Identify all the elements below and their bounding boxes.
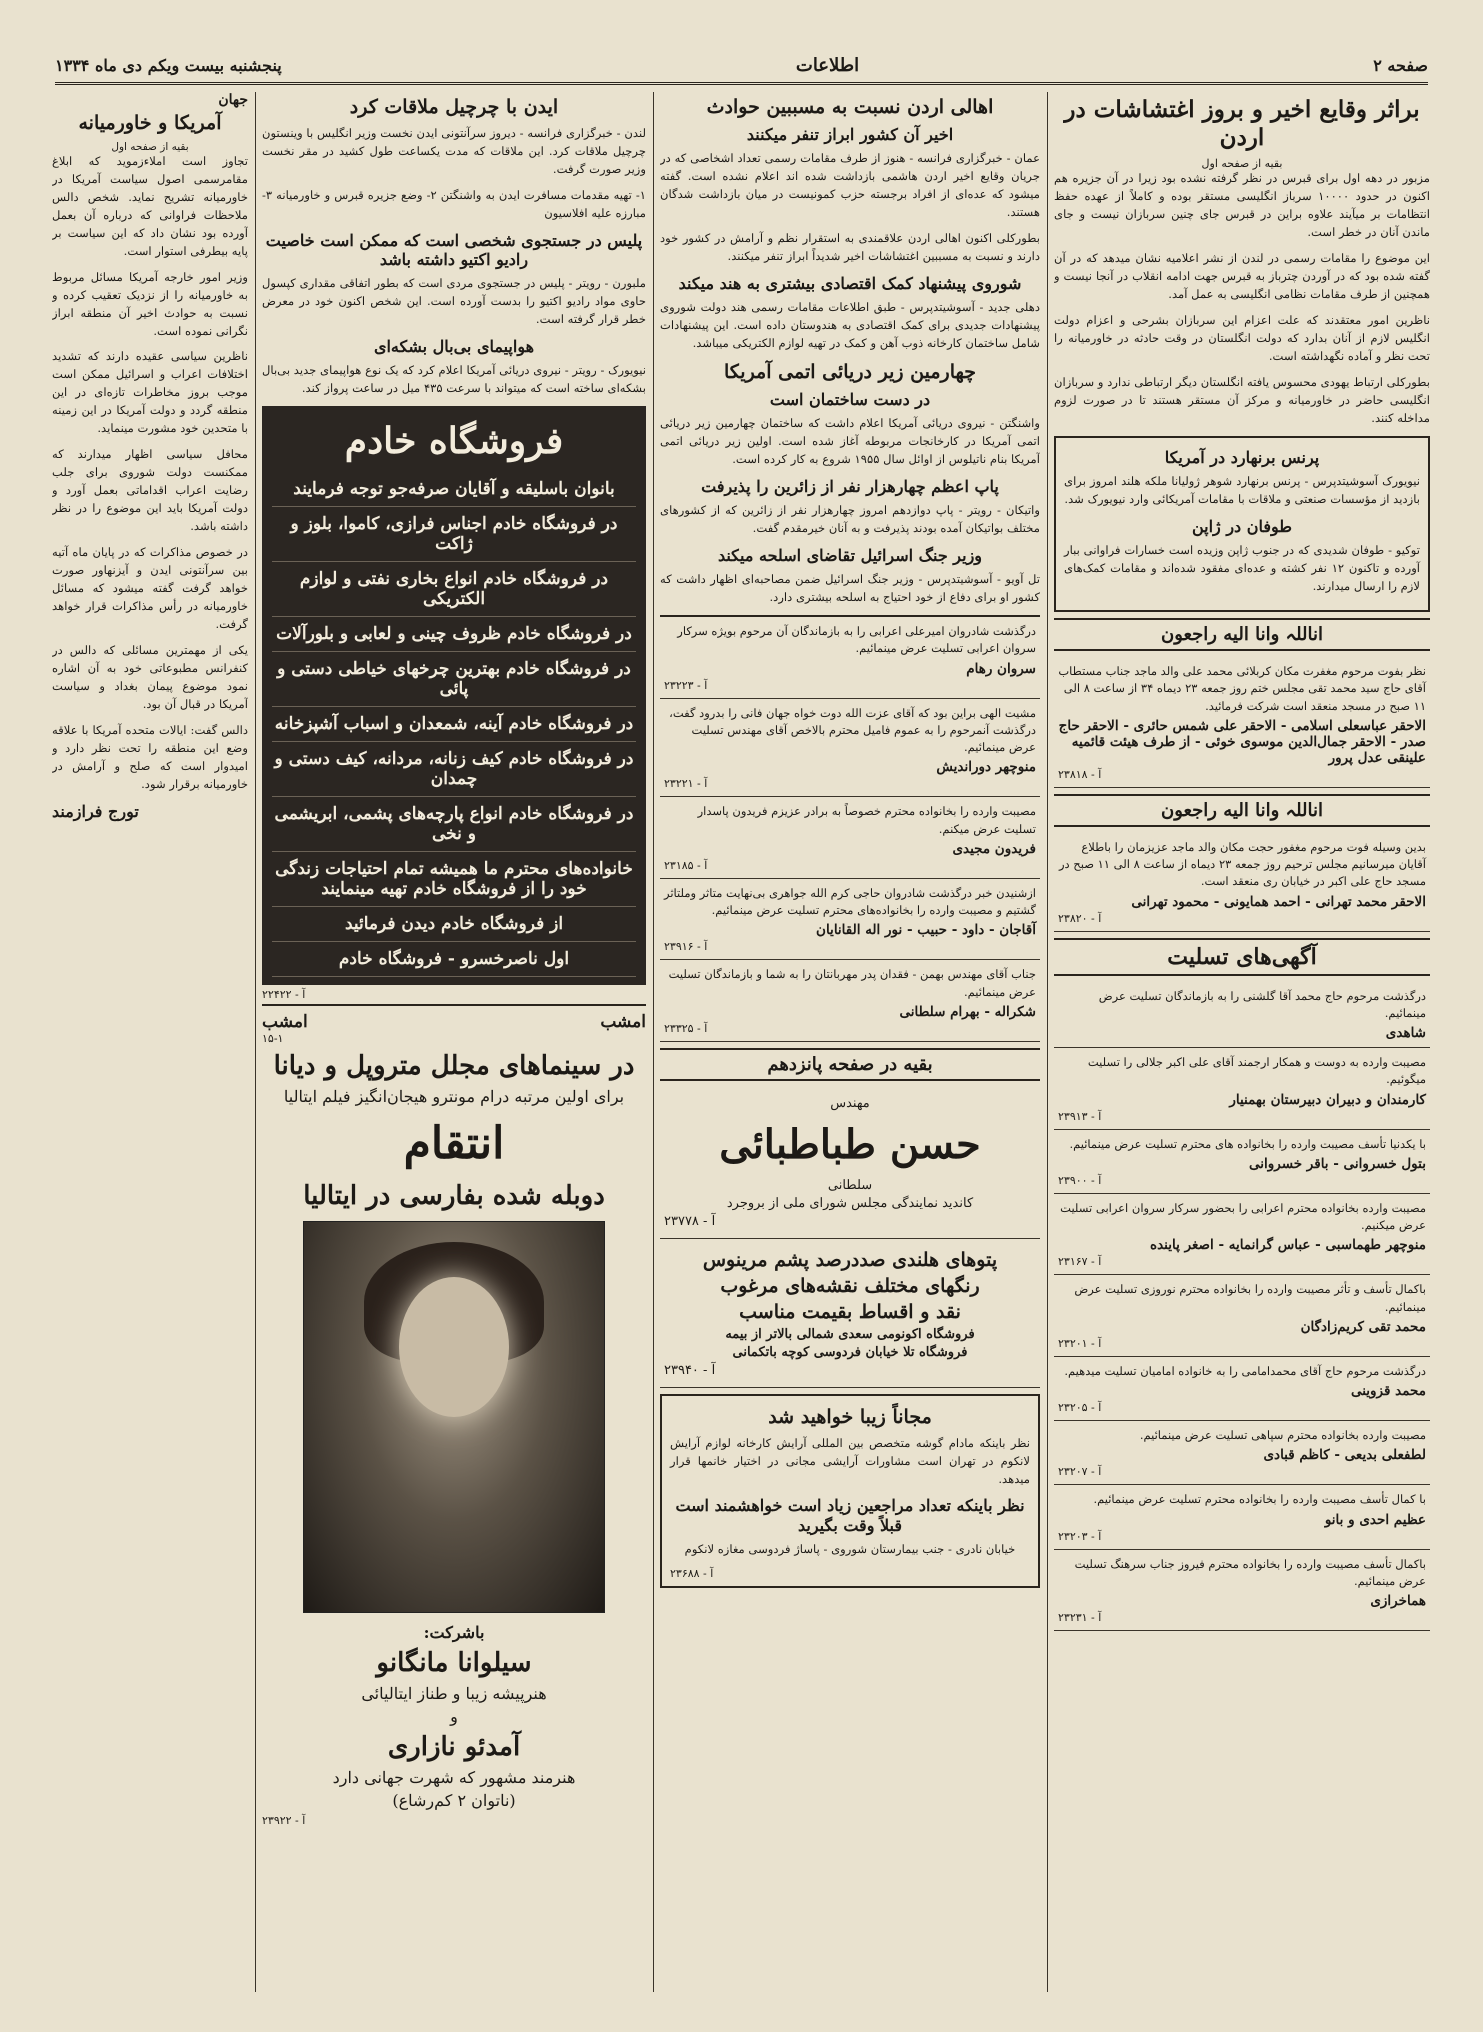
page-number: صفحه ۲ (1373, 55, 1428, 75)
box-headline: پرنس برنهارد در آمریکا (1164, 447, 1320, 467)
article-paragraph: این موضوع را مقامات رسمی در لندن از نشر اعلامیه نشان میدهد که در آن گفته شده بود که در آوردن چترباز به قبرس جهت ادامه انقلاب در آنجا نیست و همچنین از طرف مقامات نظامی انگلیسی به عمل آمد. (1054, 251, 1430, 301)
column-center-right (660, 92, 1040, 1992)
notice-text: مصیبت وارده بخانواده محترم اعرابی را بحضور سرکار سروان اعرابی تسلیت عرض میکنیم. (1060, 1200, 1426, 1232)
notice-signature: فریدون مجیدی (952, 840, 1036, 857)
notice-code: آ - ۲۳۹۱۳ (1058, 1109, 1102, 1123)
notice-text: با یکدنیا تأسف مصیبت وارده را بخانواده های محترم تسلیت عرض مینمائیم. (1069, 1136, 1426, 1151)
notice-text: درگذشت شادروان امیرعلی اعرابی را به بازماندگان آن مرحوم بویژه سرکار سروان اعرابی تسلیت عرض مینمائیم. (677, 624, 1036, 656)
column-rule (653, 92, 654, 1992)
actor-desc: هنرپیشه زیبا و طناز ایتالیائی (361, 1684, 547, 1704)
notice-text: ازشنیدن خبر درگذشت شادروان حاجی کرم الله جواهری بی‌نهایت متاثر وملتاثر گشتیم و مصیبت وارده را بخانواده‌های محترم تسلیت عرض مینمائیم. (664, 885, 1036, 918)
article-paragraph: ناظرین سیاسی عقیده دارند که تشدید اختلافات اعراب و اسرائیل ممکن است موجب بروز مخاطرات تازه‌ای در این منطقه گردد و دولت آمریکا در این زمینه با متحدین خود مشورت مینماید. (52, 349, 248, 436)
article-paragraph: در خصوص مذاکرات که در پایان ماه آتیه بین سرآنتونی ایدن و آیزنهاور صورت خواهد گرفت گفته میشود که مسائل خاورمیانه در رأس مذاکرات قرار خواهد گرفت. (52, 545, 248, 632)
notice-signature: کارمندان و دبیران دبیرستان بهمنیار (1229, 1091, 1426, 1108)
ad-text: نظر باینکه مادام گوشه متخصص بین المللی آرایش کارخانه لوازم آرایش لانکوم در تهران است مشاورات آرایشی مجانی در اختیار خانمها قرار میدهد. (670, 1435, 1030, 1486)
column-rule (255, 92, 256, 1992)
notice-signature: آقاجان - داود - حبیب - نور اله القانایان (816, 922, 1036, 939)
notice-signature: لطفعلی بدیعی - کاظم قبادی (1263, 1447, 1426, 1464)
actor-desc: هنرمند مشهور که شهرت جهانی دارد (332, 1768, 576, 1788)
article-headline: پاپ اعظم چهارهزار نفر از زائرین را پذیرفت (701, 476, 999, 496)
ad-code: آ - ۲۳۷۷۸ (664, 1213, 716, 1229)
and-label: و (450, 1707, 458, 1727)
condolence-notice (660, 797, 1040, 879)
article-paragraph: نیویورک - رویتر - نیروی دریائی آمریکا اعلام کرد که یک نوع هواپیمای جدید بی‌بال بشکه‌ای ساخته است که میتواند با سرعت ۴۳۵ میل در ساعت پرواز کند. (262, 363, 646, 396)
actor-name: آمدئو نازاری (387, 1732, 521, 1763)
continued-notice: بقیه در صفحه پانزدهم (660, 1048, 1040, 1081)
cinema-note: (ناتوان ۲ کم‌رشاع) (392, 1791, 516, 1811)
news-box (1054, 436, 1430, 612)
box-text: نیویورک آسوشیتدپرس - پرنس برنهارد شوهر ژولیانا ملکه هلند امروز برای بازدید از مؤسسات صنعتی و ملاقات با مقامات آمریکائی وارد نیویورک شد. (1064, 473, 1420, 506)
engineer-ad (660, 1087, 1040, 1239)
cast-label: باشرکت: (423, 1623, 485, 1643)
ad-name: حسن طباطبائی (719, 1120, 981, 1168)
article-paragraph: مزبور در دهه اول برای قبرس در نظر گرفته نشده بود زیرا در آن جزیره هم اکنون در حدود ۱۰۰۰۰ سرباز انگلیسی مستقر بوده و کاملاً از عهده حفظ انتظامات بر میآیند علاوه براین در قبرس جای چنین سربازان نیست و جای ماندن آنان در خطر است. (1054, 171, 1430, 240)
condolence-notice (1054, 1130, 1430, 1194)
notice-signature: بتول خسروانی - باقر خسروانی (1248, 1155, 1426, 1172)
store-ad-line: اول ناصرخسرو - فروشگاه خادم (272, 942, 636, 977)
condolence-notice (1054, 1550, 1430, 1632)
ad-text: کاندید نمایندگی مجلس شورای ملی از بروجرد (726, 1195, 974, 1211)
notice-code: آ - ۲۳۲۰۵ (1058, 1401, 1102, 1414)
article-headline: ایدن با چرچیل ملاقات کرد (349, 96, 559, 118)
notice-text: مشیت الهی براین بود که آقای عزت الله دوت خواه جهان فانی را بدرود گفت، درگذشت آنمرحوم را به عموم فامیل محترم بالاخص آقای مهندس تسلیت عرض مینمائیم. (669, 705, 1036, 755)
cinema-tagline: برای اولین مرتبه درام مونترو هیجان‌انگیز فیلم ایتالیا (283, 1087, 625, 1107)
notice-text: مصیبت وارده بخانواده محترم سپاهی تسلیت عرض مینمائیم. (1139, 1428, 1426, 1442)
section-label: جهان (218, 92, 248, 108)
article-subhead: در دست ساختمان است (769, 389, 931, 409)
continued-from: بقیه از صفحه اول (1201, 157, 1283, 171)
store-ad-line: در فروشگاه خادم ظروف چینی و لعابی و بلورآلات (272, 617, 636, 652)
ad-label: مهندس (830, 1095, 870, 1111)
notice-code: آ - ۲۳۹۱۶ (664, 940, 708, 954)
article-headline: آمریکا و خاورمیانه (78, 112, 222, 134)
notice-code: آ - ۲۳۲۲۱ (664, 777, 708, 791)
notice-code: آ - ۲۳۹۰۰ (1058, 1173, 1102, 1187)
condolence-notice (1054, 1275, 1430, 1357)
condolence-notice (1054, 1194, 1430, 1276)
article-paragraph: لندن - خبرگزاری فرانسه - دیروز سرآنتونی ایدن نخست وزیر انگلیس با وینستون چرچیل ملاقات کرد. این ملاقات که مدت یکساعت طول کشید در مقر نخست وزیر صورت گرفت. (262, 125, 646, 176)
actress-photo (303, 1221, 605, 1613)
notice-code: آ - ۲۳۸۲۰ (1058, 911, 1102, 925)
notice-text: درگذشت مرحوم حاج آقای محمدامامی را به خانواده امامیان تسلیت میدهیم. (1064, 1363, 1426, 1378)
notice-code: آ - ۲۳۱۶۷ (1058, 1255, 1102, 1269)
notice-signature: شکراله - بهرام سلطانی (899, 1003, 1036, 1020)
notice-text: نظر بفوت مرحوم مغفرت مکان کربلائی محمد علی والد ماجد جناب مستطاب آقای حاج سید محمد تقی مجلس ختم روز جمعه ۲۳ دیماه ۳۴ از ساعت ۸ الی ۱۱ صبح در مسجد منعقد است شرکت فرمائید. (1058, 664, 1426, 713)
store-lines (272, 472, 636, 977)
column-left (52, 92, 248, 1992)
article-paragraph: تجاوز است املاءزموید که ابلاغ مقامرسمی اصول سیاست آمریکا در خاورمیانه تشریح نماید. شخص دالس ملاحظات فراوانی که درباره آن بعمل آورده بود نشان داد که این سیاست بر پایه بیطرفی استوار است. (52, 153, 248, 258)
store-ad-line: در فروشگاه خادم آینه، شمعدان و اسباب آشپزخانه (272, 707, 636, 742)
condolence-notice (1054, 1048, 1430, 1130)
notice-text: با کمال تأسف مصیبت وارده را بخانواده محترم تسلیت عرض مینمائیم. (1093, 1492, 1426, 1507)
obituary-notice (1054, 833, 1430, 932)
store-ad (262, 406, 646, 985)
photo-face (399, 1277, 509, 1417)
masthead (55, 48, 1428, 85)
store-ad-line: در فروشگاه خادم انواع پارچه‌های پشمی، ابریشمی و نخی (272, 797, 636, 852)
notice-signature: منوچهر طهماسبی - عباس گرانمایه - اصغر پاینده (1150, 1237, 1426, 1254)
store-ad-line: در فروشگاه خادم اجناس فرازی، کاموا، بلوز و ژاکت (272, 507, 636, 562)
beauty-ad (660, 1394, 1040, 1588)
tonight-label: امشب (262, 1012, 308, 1033)
notice-signature: محمد قزوینی (1350, 1383, 1426, 1399)
condolence-notice (660, 879, 1040, 961)
notice-text: درگذشت مرحوم حاج محمد آقا گلشنی را به بازماندگان تسلیت عرض مینمائیم. (1098, 988, 1426, 1020)
article-headline: براثر وقایع اخیر و بروز اغتشاشات در اردن (1064, 96, 1420, 151)
store-ad-line: بانوان باسلیقه و آقایان صرفه‌جو توجه فرمایند (272, 472, 636, 507)
ad-line: نقد و اقساط بقیمت مناسب (739, 1300, 961, 1323)
column-center-left (262, 92, 646, 1992)
box-text: توکیو - طوفان شدیدی که در جنوب ژاپن وزیده است خسارات فراوانی ببار آورده و تاکنون ۱۲ نفر کشته و عده‌ای مفقود شده‌اند و مقامات کمک‌های لازم را ارسال میدارند. (1064, 543, 1421, 594)
article-paragraph: ملبورن - رویتر - پلیس در جستجوی مردی است که بطور اتفاقی مقداری کپسول حاوی مواد رادیو اکتیو را بدست آورده است. این شخص اکنون خود در معرض خطر قرار گرفته است. (262, 276, 646, 326)
notice-text: باکمال تأسف و تأثر مصیبت وارده را بخانواده محترم نوروزی تسلیت عرض مینمائیم. (1074, 1282, 1426, 1314)
article-paragraph: دالس گفت: ایالات متحده آمریکا با علاقه وضع این منطقه را تحت نظر دارد و امیدوار است که صلح و آرامش در خاورمیانه برقرار شود. (52, 722, 248, 791)
ad-line: فروشگاه تلا خیابان فردوسی کوچه باتکمانی (732, 1344, 968, 1360)
store-ad-line: در فروشگاه خادم انواع بخاری نفتی و لوازم الکتریکی (272, 562, 636, 617)
notice-signature: منوچهر دورانديش (936, 759, 1036, 776)
article-headline: هواپیمای بی‌بال بشکه‌ای (373, 336, 535, 356)
article-subhead: اخیر آن کشور ابراز تنفر میکنند (746, 124, 954, 144)
notice-code: آ - ۲۳۲۰۷ (1058, 1465, 1102, 1479)
store-title: فروشگاه خادم (344, 420, 564, 463)
article-paragraph: واشنگتن - نیروی دریائی آمریکا اعلام داشت که ساختمان چهارمین زیر دریائی اتمی آمریکا در کارخانجات مربوطه آغاز شده است. اولین زیر دریائی اتمی آمریکا بنام ناتیلوس از اوائل سال ۱۹۵۵ شروع به کار کرده است. (660, 415, 1040, 466)
column-right (1054, 92, 1430, 1992)
notice-signature: شاهدی (1385, 1025, 1426, 1041)
article-headline: پلیس در جستجوی شخصی است که ممکن است خاصیت رادیو اکتیو داشته باشد (265, 230, 643, 269)
actor-name: سیلوانا مانگانو (376, 1648, 532, 1679)
notice-text: بدین وسیله فوت مرحوم مغفور حجت مکان والد ماجد عزیزمان را باطلاع آقایان میرسانیم مجلس ترحیم روز جمعه ۲۳ دیماه از ساعت ۸ الی ۱۱ صبح در مسجد حاج علی اکبر در خیابان ری منعقد است. (1058, 839, 1426, 889)
article-headline: وزیر جنگ اسرائیل تقاضای اسلحه میکند (717, 545, 983, 565)
article-paragraph: بطورکلی ارتباط یهودی محسوس یافته انگلستان دیگر ارتباطی ندارد و سربازان انگلیسی حاضر در خاورمیانه و مرکز آن مستقر هستند تا در صورت لزوم مداخله کنند. (1054, 374, 1430, 425)
article-paragraph: دهلی جدید - آسوشیتدپرس - طبق اطلاعات مقامات رسمی هند دولت شوروی پیشنهادات جدیدی برای کمک اقتصادی به هندوستان داده است. این پیشنهادات شامل ساختمان کارخانه ذوب آهن و کمک در تهیه لوازم الکتریکی میباشد. (660, 299, 1040, 350)
article-paragraph: محافل سیاسی اظهار میدارند که ممکنست دولت شوروی برای جلب رضایت اعراب اقداماتی بعمل آورد و دولت آمریکا باید این موضوع را در نظر داشته باشد. (52, 447, 248, 534)
ad-code: آ - ۲۳۶۸۸ (670, 1566, 714, 1580)
ad-lastname: سلطانی (827, 1177, 873, 1193)
store-ad-line: از فروشگاه خادم دیدن فرمائید (272, 907, 636, 942)
ad-line: فروشگاه اکونومی سعدی شمالی بالاتر از بیمه (725, 1326, 975, 1342)
condolence-list (660, 615, 1040, 1042)
condolence-notice (1054, 1357, 1430, 1421)
cinema-theaters: در سینماهای مجلل متروپل و دیانا (273, 1051, 635, 1082)
article-paragraph: ناظرین امور معتقدند که علت اعزام این سربازان بشرحی و اعزام دولت انگلیس لازم از آنان بدارد که دولت انگلستان در وقت حادثه در خاورمیانه را تحت نظر و آماده نگهداشته است. (1054, 312, 1430, 363)
ad-line: پتوهای هلندی صددرصد پشم مرینوس (702, 1248, 998, 1271)
condolence-title: آگهی‌های تسلیت (1054, 938, 1430, 976)
notice-code: آ - ۲۳۱۸۵ (664, 858, 708, 872)
article-paragraph: بطورکلی اکنون اهالی اردن علاقمندی به استقرار نظم و آرامش در کشور خود دارند و نسبت به مسببین اغتشاشات اخیر شدیداً ابراز تنفر میکنند. (660, 230, 1040, 263)
article-paragraph: ۱- تهیه مقدمات مسافرت ایدن به واشنگتن ۲- وضع جزیره قبرس و خاورمیانه ۳- مبارزه علیه افلاسیون (262, 187, 646, 220)
notice-text: باکمال تأسف مصیبت وارده را بخانواده محترم فیروز جناب سرهنگ تسلیت عرض مینمائیم. (1074, 1556, 1426, 1588)
notice-text: مصیبت وارده به دوست و همکار ارجمند آقای علی اکبر جلالی را تسلیت میگوئیم. (1087, 1055, 1426, 1087)
box-headline: طوفان در ژاپن (1191, 516, 1293, 536)
condolence-list (1054, 982, 1430, 1632)
column-rule (1047, 92, 1048, 1992)
tonight-label: امشب (600, 1012, 646, 1033)
notice-signature: الاحقر عباسعلی اسلامی - الاحقر علی شمس حائری - الاحقر حاج صدر - الاحقر جمال‌الدین موسوی خوئی - از طرف هیئت قائمیه علینقی عدل پرور (1058, 717, 1426, 766)
ad-title: مجاناً زیبا خواهید شد (768, 1405, 932, 1428)
article-paragraph: یکی از مهمترین مسائلی که دالس در کنفرانس مطبوعاتی خود به آن اشاره نمود موضوع پیمان بغداد و سیاست آمریکا در قبال آن بود. (52, 643, 248, 711)
store-ad-line: در فروشگاه خادم بهترین چرخهای خیاطی دستی و پائی (272, 652, 636, 707)
store-ad-line: در فروشگاه خادم کیف زنانه، مردانه، کیف دستی و چمدان (272, 742, 636, 797)
article-paragraph: عمان - خبرگزاری فرانسه - هنوز از طرف مقامات رسمی تعداد اشخاصی که در جریان وقایع اخیر اردن هاشمی بازداشت شده اند اعلام نشده است. گفته میشود که عده‌ای از افراد برجسته حزب کمونیست در میان بازداشت شدگان هستند. (660, 150, 1040, 219)
cinema-ad (262, 1012, 646, 1827)
notice-code: آ - ۲۳۲۲۳ (664, 678, 708, 692)
article-headline: اهالی اردن نسبت به مسببین حوادث (706, 96, 994, 118)
obituary-notice (1054, 657, 1430, 788)
ad-line: رنگهای مختلف نقشه‌های مرغوب (720, 1274, 980, 1297)
condolence-notice (1054, 1421, 1430, 1485)
condolence-notice (660, 699, 1040, 798)
notice-code: آ - ۲۳۳۲۵ (664, 1021, 708, 1035)
issue-date: پنجشنبه بیست ویکم دی ماه ۱۳۳۴ (55, 55, 282, 75)
paper-name: اطلاعات (795, 54, 860, 76)
store-ad-line: خانواده‌های محترم ما همیشه تمام احتیاجات زندگی خود را از فروشگاه خادم تهیه مینمایند (272, 852, 636, 907)
ad-note: نظر باینکه تعداد مراجعین زیاد است خواهشمند است قبلاً وقت بگیرید (675, 1496, 1025, 1535)
continued-from: بقیه از صفحه اول (111, 140, 189, 153)
article-paragraph: تل آویو - آسوشیتدپرس - وزیر جنگ اسرائیل ضمن مصاحبه‌ای اظهار داشت که کشور او برای دفاع از خود احتیاج به اسلحه بیشتری دارد. (660, 572, 1040, 605)
condolence-notice (660, 960, 1040, 1042)
notice-title: اناللہ وانا الیه راجعون (1054, 794, 1430, 827)
ad-code: آ - ۲۳۹۲۲ (262, 1814, 306, 1828)
notice-text: مصیبت وارده را بخانواده محترم خصوصاً به برادر عزیزم فریدون پاسدار تسلیت عرض میکنم. (697, 804, 1036, 836)
notice-code: آ - ۲۳۲۳۱ (1058, 1611, 1102, 1624)
ad-code: آ - ۲۳۹۴۰ (664, 1362, 716, 1378)
notice-signature: الاحقر محمد تهرانی - احمد همایونی - محمود تهرانی (1131, 893, 1426, 910)
notice-text: جناب آقای مهندس بهمن - فقدان پدر مهربانتان را به شما و بازماندگان تسلیت عرض مینمائیم. (668, 967, 1036, 999)
ad-code: آ - ۲۲۴۲۲ (262, 985, 646, 1006)
condolence-notice (1054, 982, 1430, 1049)
ad-address: خیابان نادری - جنب بیمارستان شوروی - پاساژ فردوسی مغازه لانکوم (684, 1541, 1016, 1556)
article-paragraph: وزیر امور خارجه آمریکا مسائل مربوط به خاورمیانه را از نزدیک تعقیب کرده و نسبت به حوادث اخیر آن منطقه ابراز نگرانی نموده است. (52, 269, 248, 338)
notice-signature: سروان رهام (966, 660, 1036, 677)
cinema-dubbing: دوبله شده بفارسی در ایتالیا (303, 1181, 605, 1212)
notice-code: آ - ۲۳۸۱۸ (1058, 767, 1102, 781)
condolence-notice (1054, 1485, 1430, 1549)
notice-code: آ - ۲۳۲۰۳ (1058, 1529, 1102, 1543)
notice-signature: محمد تقی کریم‌زادگان (1300, 1318, 1426, 1335)
notice-signature: هماخرازی (1370, 1593, 1426, 1609)
notice-signature: عظیم احدی و بانو (1324, 1511, 1426, 1528)
article-paragraph: واتیکان - رویتر - پاپ دوازدهم امروز چهارهزار نفر از زائرین که از کشورهای مختلف بواتیکان آمده بودند پذیرفت و به آنان خیرمقدم گفت. (660, 502, 1040, 535)
ad-number: ۱۵-۱ (262, 1032, 284, 1046)
notice-code: آ - ۲۳۲۰۱ (1058, 1336, 1102, 1350)
notice-title: اناللہ وانا الیه راجعون (1054, 618, 1430, 651)
author-name: تورج فرازمند (52, 801, 139, 821)
condolence-notice (660, 617, 1040, 699)
film-title: انتقام (403, 1118, 505, 1170)
blanket-ad (660, 1239, 1040, 1388)
article-headline: چهارمین زیر دریائی اتمی آمریکا (724, 360, 976, 383)
article-headline: شوروی پیشنهاد کمک اقتصادی بیشتری به هند میکند (678, 273, 1022, 293)
